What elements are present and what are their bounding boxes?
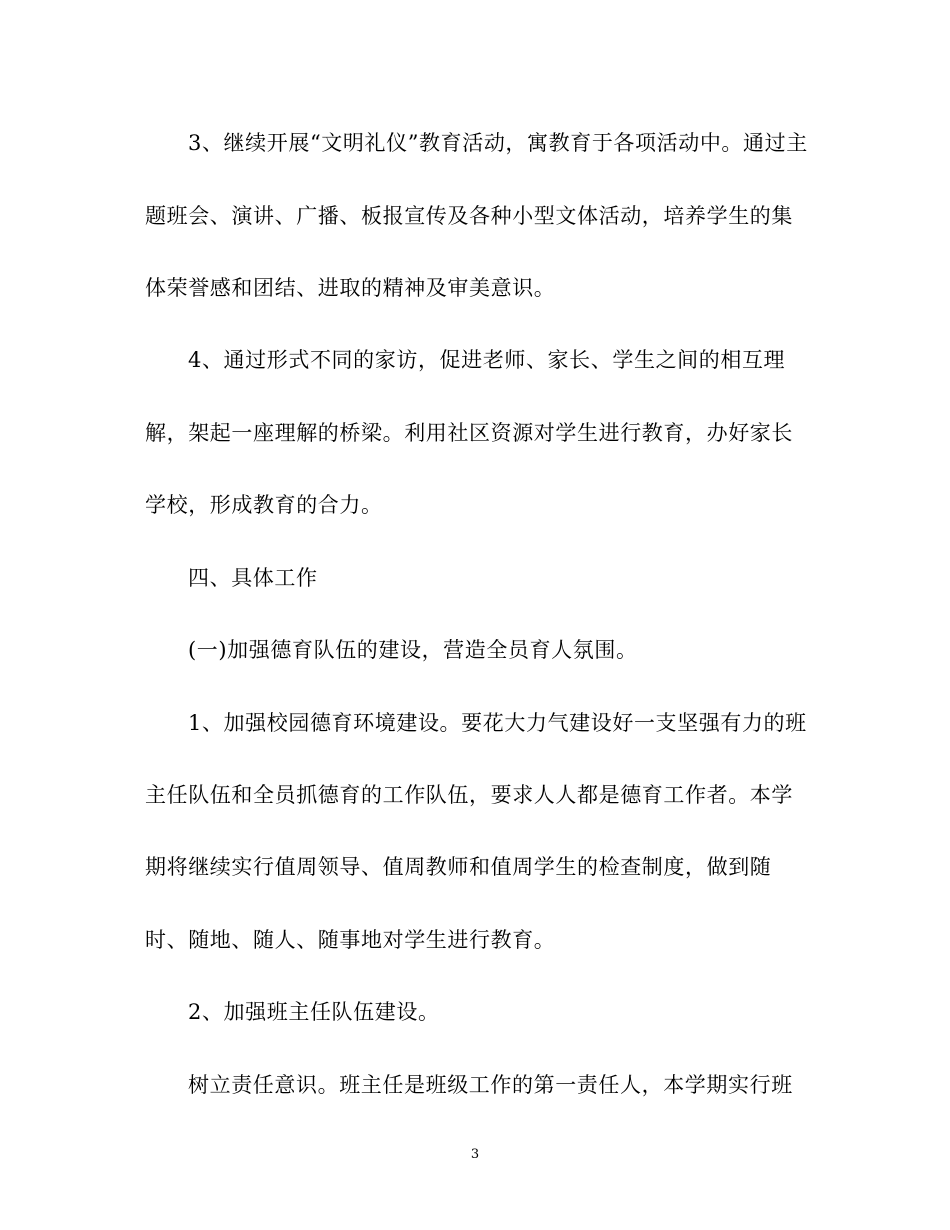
item-1-line-2: 主任队伍和全员抓德育的工作队伍，要求人人都是德育工作者。本学 <box>145 783 793 807</box>
paragraph-3-line-1: 3、继续开展“文明礼仪”教育活动，寓教育于各项活动中。通过主 <box>188 131 808 155</box>
paragraph-3-line-2: 题班会、演讲、广播、板报宣传及各种小型文体活动，培养学生的集 <box>145 204 793 228</box>
page-number: 3 <box>470 1147 480 1162</box>
paragraph-4-line-2: 解，架起一座理解的桥梁。利用社区资源对学生进行教育，办好家长 <box>145 421 793 445</box>
paragraph-3-line-3: 体荣誉感和团结、进取的精神及审美意识。 <box>145 276 556 300</box>
paragraph-4-line-3: 学校，形成教育的合力。 <box>145 493 383 517</box>
section-heading: 四、具体工作 <box>188 566 318 590</box>
item-2-heading: 2、加强班主任队伍建设。 <box>188 1000 440 1024</box>
item-2-line-1: 树立责任意识。班主任是班级工作的第一责任人，本学期实行班 <box>188 1073 793 1097</box>
item-1-line-1: 1、加强校园德育环境建设。要花大力气建设好一支坚强有力的班 <box>188 711 807 735</box>
item-1-line-3: 期将继续实行值周领导、值周教师和值周学生的检查制度，做到随 <box>145 855 772 879</box>
subsection-heading: (一)加强德育队伍的建设，营造全员育人氛围。 <box>188 638 638 662</box>
item-1-line-4: 时、随地、随人、随事地对学生进行教育。 <box>145 928 556 952</box>
paragraph-4-line-1: 4、通过形式不同的家访，促进老师、家长、学生之间的相互理 <box>188 348 786 372</box>
